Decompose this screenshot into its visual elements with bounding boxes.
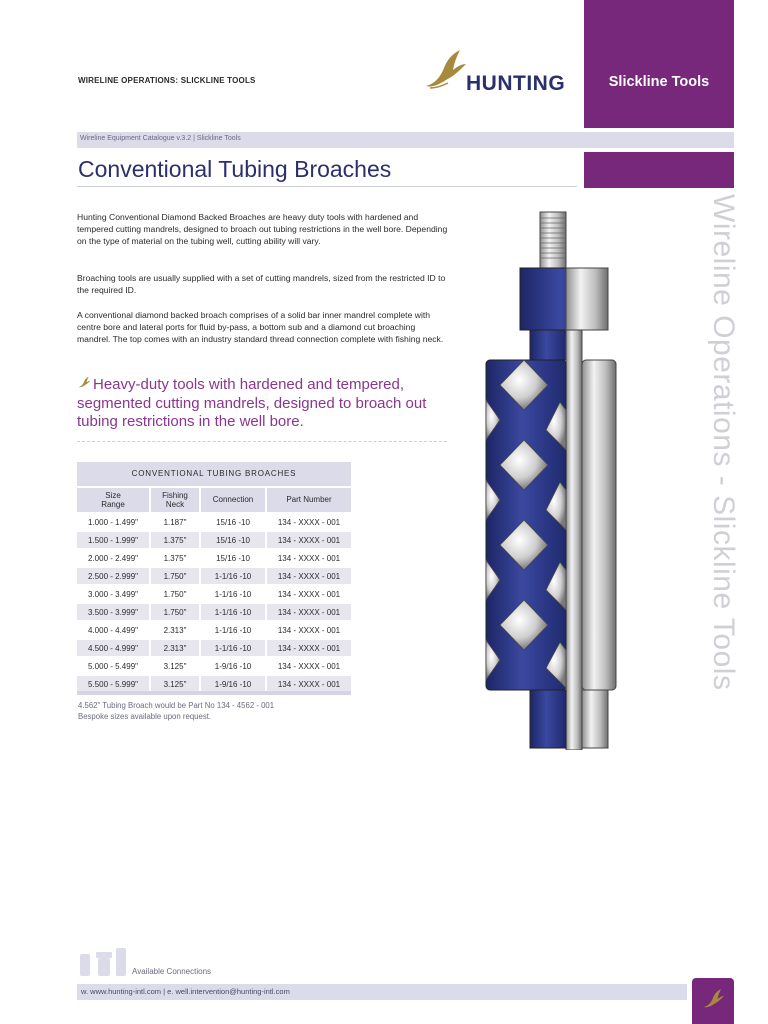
table-row — [77, 568, 351, 584]
cell-fishing-neck: 2.313" — [151, 640, 201, 656]
title-accent-block — [584, 152, 734, 188]
wing-badge-icon — [692, 978, 734, 1024]
cell-size-range: 3.500 - 3.999" — [77, 604, 151, 620]
hunting-logo[interactable] — [420, 48, 580, 98]
broach-spec-table — [77, 460, 351, 694]
table-bottom-rule — [77, 691, 351, 695]
table-row — [77, 658, 351, 674]
cell-fishing-neck: 1.750" — [151, 586, 201, 602]
cell-fishing-neck: 1.750" — [151, 604, 201, 620]
wing-bullet-icon — [77, 376, 91, 390]
highlight-text: Heavy-duty tools with hardened and tempered, segmented cutting mandrels, designed to broach out tubing restrictions in the well bore. — [77, 376, 427, 430]
cell-size-range: 2.500 - 2.999" — [77, 568, 151, 584]
available-connections-label: Available Connections — [132, 967, 212, 976]
col-fishing-neck: Fishing Neck — [151, 488, 201, 512]
cell-part-number: 134 - XXXX - 001 — [267, 640, 351, 656]
note-line: 4.562" Tubing Broach would be Part No 134 - 4562 - 001 — [78, 701, 275, 710]
highlight-quote — [77, 376, 447, 432]
cell-part-number: 134 - XXXX - 001 — [267, 604, 351, 620]
wing-logo-icon — [420, 48, 468, 96]
cell-connection: 1-1/16 -10 — [201, 568, 267, 584]
table-row — [77, 676, 351, 692]
cell-part-number: 134 - XXXX - 001 — [267, 622, 351, 638]
footer-badge — [692, 978, 734, 1024]
cell-fishing-neck: 3.125" — [151, 658, 201, 674]
col-size-range: Size Range — [77, 488, 151, 512]
cell-part-number: 134 - XXXX - 001 — [267, 532, 351, 548]
cell-size-range: 1.000 - 1.499" — [77, 514, 151, 530]
highlight-divider — [77, 441, 447, 442]
cell-connection: 1-1/16 -10 — [201, 586, 267, 602]
cell-size-range: 4.500 - 4.999" — [77, 640, 151, 656]
table-row — [77, 604, 351, 620]
cell-part-number: 134 - XXXX - 001 — [267, 514, 351, 530]
cell-connection: 1-1/16 -10 — [201, 640, 267, 656]
cell-part-number: 134 - XXXX - 001 — [267, 568, 351, 584]
cell-connection: 15/16 -10 — [201, 514, 267, 530]
cell-connection: 15/16 -10 — [201, 532, 267, 548]
section-tab — [584, 0, 734, 128]
cell-fishing-neck: 1.750" — [151, 568, 201, 584]
table-title: CONVENTIONAL TUBING BROACHES — [77, 462, 351, 486]
cell-connection: 1-9/16 -10 — [201, 676, 267, 692]
cell-part-number: 134 - XXXX - 001 — [267, 550, 351, 566]
col-part-number: Part Number — [267, 488, 351, 512]
cell-fishing-neck: 1.375" — [151, 532, 201, 548]
section-tab-label: Slickline Tools — [608, 74, 710, 90]
cell-fishing-neck: 1.187" — [151, 514, 201, 530]
cell-size-range: 5.500 - 5.999" — [77, 676, 151, 692]
cell-connection: 1-1/16 -10 — [201, 604, 267, 620]
cell-part-number: 134 - XXXX - 001 — [267, 586, 351, 602]
cell-connection: 1-1/16 -10 — [201, 622, 267, 638]
page-title: Conventional Tubing Broaches — [78, 156, 392, 182]
table-header-row — [77, 488, 351, 512]
construction-paragraph: A conventional diamond backed broach comprises of a solid bar inner mandrel complete with centre bore and lateral ports for fluid by-pass, a bottom sub and a diamond cut broaching mandrel. The top comes with an industry standard thread connection complete with fishing neck. — [77, 310, 444, 344]
table-row — [77, 586, 351, 602]
col-connection: Connection — [201, 488, 267, 512]
cell-part-number: 134 - XXXX - 001 — [267, 658, 351, 674]
side-section-label: Wireline Operations - Slickline Tools — [707, 194, 740, 691]
cell-fishing-neck: 2.313" — [151, 622, 201, 638]
breadcrumb — [77, 132, 734, 148]
intro-paragraph: Hunting Conventional Diamond Backed Broaches are heavy duty tools with hardened and tempered cutting mandrels, designed to broach out tubing restrictions in the well bore. Depending on the type of material on the tubing well, cutting ability will vary. — [77, 212, 448, 246]
table-row — [77, 640, 351, 656]
cell-fishing-neck: 3.125" — [151, 676, 201, 692]
footer-contact-text[interactable]: w. www.hunting-intl.com | e. well.intervention@hunting-intl.com — [81, 987, 290, 996]
note-line: Bespoke sizes available upon request. — [78, 711, 212, 721]
cell-size-range: 4.000 - 4.499" — [77, 622, 151, 638]
header-kicker: WIRELINE OPERATIONS: SLICKLINE TOOLS — [78, 76, 256, 85]
table-row — [77, 514, 351, 530]
cell-connection: 15/16 -10 — [201, 550, 267, 566]
cell-size-range: 3.000 - 3.499" — [77, 586, 151, 602]
breadcrumb-text: Wireline Equipment Catalogue v.3.2 | Slickline Tools — [80, 135, 241, 142]
title-divider — [77, 186, 577, 187]
broach-tool-illustration — [484, 210, 618, 750]
cell-part-number: 134 - XXXX - 001 — [267, 676, 351, 692]
table-row — [77, 622, 351, 638]
cell-size-range: 5.000 - 5.499" — [77, 658, 151, 674]
mandrels-paragraph: Broaching tools are usually supplied with a set of cutting mandrels, sized from the restricted ID to the required ID. — [77, 273, 446, 295]
table-row — [77, 532, 351, 548]
connections-icons — [78, 944, 132, 978]
footer-contact-bar — [77, 984, 687, 1000]
cell-size-range: 1.500 - 1.999" — [77, 532, 151, 548]
cell-size-range: 2.000 - 2.499" — [77, 550, 151, 566]
brand-name: HUNTING — [466, 72, 566, 95]
table-notes — [78, 701, 274, 722]
table-row — [77, 550, 351, 566]
cell-fishing-neck: 1.375" — [151, 550, 201, 566]
cell-connection: 1-9/16 -10 — [201, 658, 267, 674]
